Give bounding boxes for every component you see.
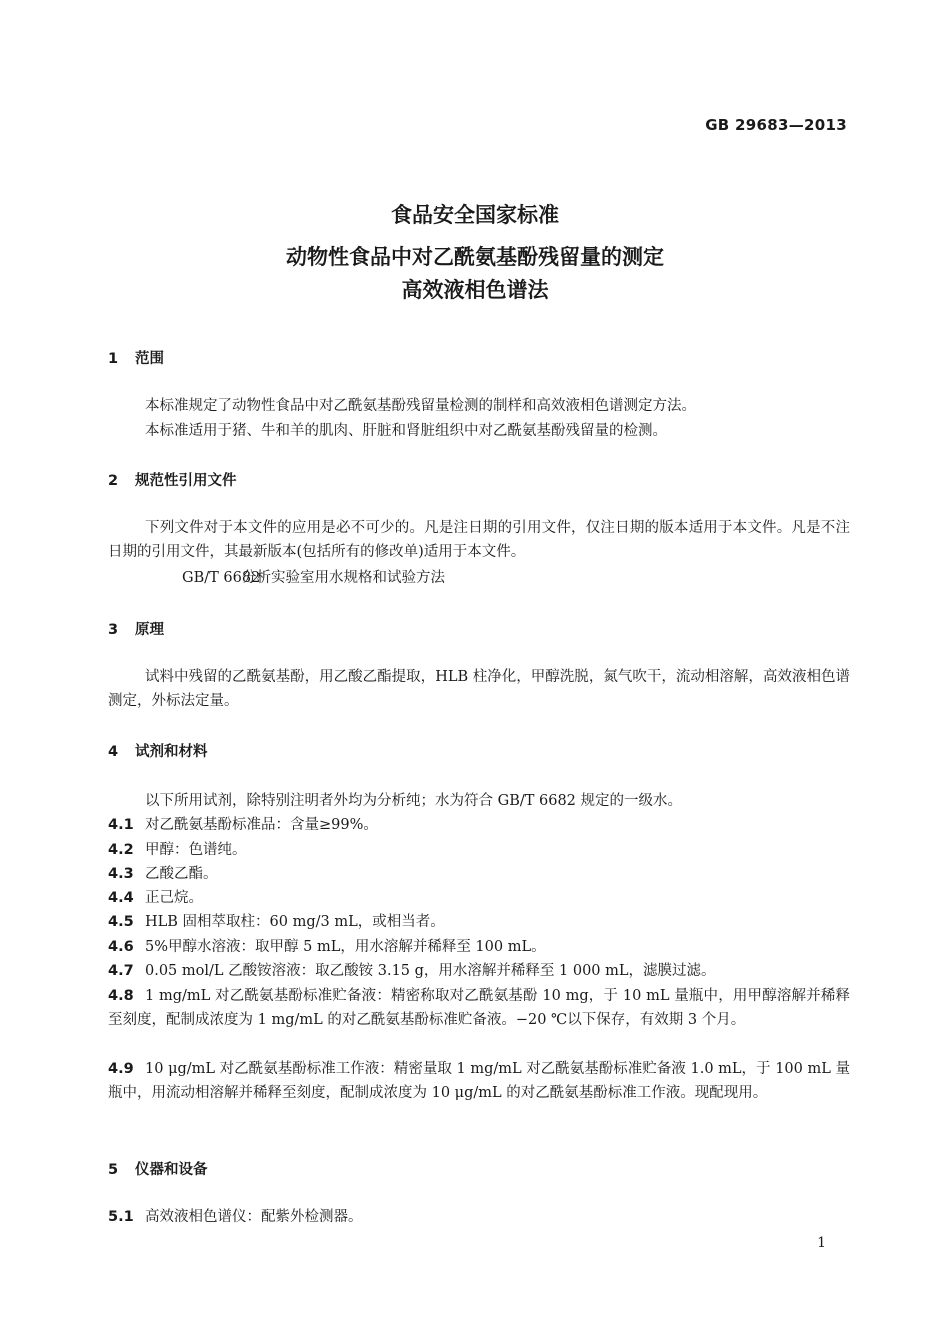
item-text: HLB 固相萃取柱：60 mg/3 mL，或相当者。: [145, 914, 445, 930]
list-item: [108, 935, 850, 959]
item-text: 对乙酰氨基酚标准品：含量≥99%。: [145, 817, 378, 833]
list-item: [108, 886, 850, 910]
title-line-1: 食品安全国家标准: [391, 203, 559, 227]
section-title: 范围: [135, 351, 164, 367]
section-number: 4: [108, 744, 119, 760]
section-number: 1: [108, 351, 119, 367]
list-item: [108, 984, 850, 1032]
section-number: 5: [108, 1162, 119, 1178]
standard-number: GB 29683—2013: [705, 116, 847, 134]
item-text: 1 mg/mL 对乙酰氨基酚标准贮备液：精密称取对乙酰氨基酚 10 mg，于 10 mL 量瓶中，用甲醇溶解并稀释至刻度，配制成浓度为 1 mg/mL 的对乙酰氨基酚标准贮备液。−20 ℃以下保存，有效期 3 个月。: [108, 988, 850, 1028]
list-item: [108, 959, 850, 983]
section-title: 仪器和设备: [135, 1162, 208, 1178]
item-text: 正己烷。: [145, 890, 203, 906]
list-item: [108, 813, 850, 837]
section-title: 试剂和材料: [135, 744, 208, 760]
item-number: 4.3: [108, 866, 134, 882]
item-number: 4.9: [108, 1061, 134, 1077]
item-number: 4.8: [108, 988, 134, 1004]
list-item: [108, 1205, 850, 1229]
item-number: 4.2: [108, 842, 134, 858]
item-text: 乙酸乙酯。: [145, 866, 218, 882]
list-item: [108, 862, 850, 886]
page-number: 1: [817, 1235, 826, 1251]
section-1-paragraph-2: 本标准适用于猪、牛和羊的肌肉、肝脏和肾脏组织中对乙酰氨基酚残留量的检测。: [145, 423, 667, 439]
section-title: 原理: [135, 622, 164, 638]
reference-title: 分析实验室用水规格和试验方法: [242, 570, 445, 586]
section-1-heading: [108, 347, 164, 368]
item-number: 4.7: [108, 963, 134, 979]
section-title: 规范性引用文件: [135, 473, 237, 489]
item-number: 4.1: [108, 817, 134, 833]
item-text: 5%甲醇水溶液：取甲醇 5 mL，用水溶解并稀释至 100 mL。: [145, 939, 546, 955]
section-2-heading: [108, 469, 237, 490]
item-text: 高效液相色谱仪：配紫外检测器。: [145, 1209, 363, 1225]
section-3-paragraph-1: 试料中残留的乙酰氨基酚，用乙酸乙酯提取，HLB 柱净化，甲醇洗脱，氮气吹干，流动相溶解，高效液相色谱测定，外标法定量。: [108, 669, 850, 709]
reference-code: GB/T 6682: [182, 570, 261, 586]
section-2-paragraph-1: 下列文件对于本文件的应用是必不可少的。凡是注日期的引用文件，仅注日期的版本适用于本文件。凡是不注日期的引用文件，其最新版本(包括所有的修改单)适用于本文件。: [108, 520, 850, 560]
section-number: 3: [108, 622, 119, 638]
item-number: 4.6: [108, 939, 134, 955]
list-item: [108, 910, 850, 934]
section-4-intro: 以下所用试剂，除特别注明者外均为分析纯；水为符合 GB/T 6682 规定的一级水。: [145, 793, 683, 809]
item-text: 甲醇：色谱纯。: [145, 842, 247, 858]
title-line-2: 动物性食品中对乙酰氨基酚残留量的测定: [286, 245, 664, 269]
item-text: 0.05 mol/L 乙酸铵溶液：取乙酸铵 3.15 g，用水溶解并稀释至 1 000 mL，滤膜过滤。: [145, 963, 716, 979]
item-number: 4.5: [108, 914, 134, 930]
section-5-heading: [108, 1158, 208, 1179]
item-number: 4.4: [108, 890, 134, 906]
item-number: 5.1: [108, 1209, 134, 1225]
list-item: [108, 838, 850, 862]
normative-reference: [108, 566, 850, 590]
section-3-heading: [108, 618, 164, 639]
section-1-paragraph-1: 本标准规定了动物性食品中对乙酰氨基酚残留量检测的制样和高效液相色谱测定方法。: [145, 398, 696, 414]
section-number: 2: [108, 473, 119, 489]
item-text: 10 μg/mL 对乙酰氨基酚标准工作液：精密量取 1 mg/mL 对乙酰氨基酚标准贮备液 1.0 mL，于 100 mL 量瓶中，用流动相溶解并稀释至刻度，配制成浓度为 10 μg/mL 的对乙酰氨基酚标准工作液。现配现用。: [108, 1061, 850, 1101]
list-item: [108, 1057, 850, 1105]
section-4-heading: [108, 740, 208, 761]
title-line-3: 高效液相色谱法: [401, 278, 549, 302]
